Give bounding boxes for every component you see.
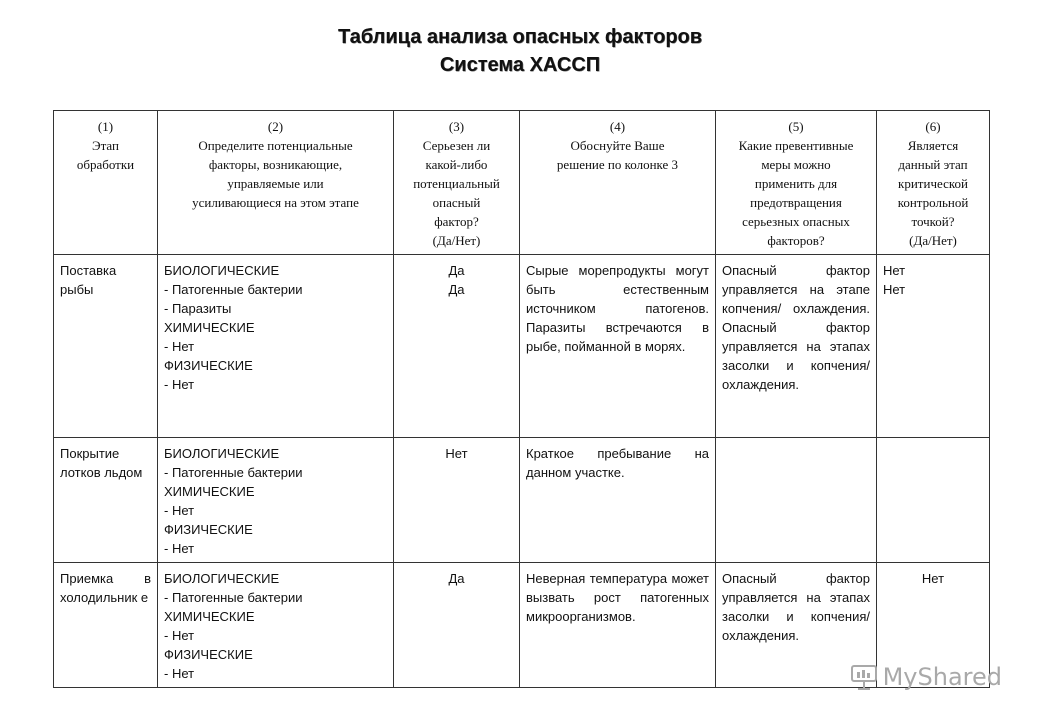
header-text-line: серьезных опасных: [742, 214, 850, 229]
header-text-line: Какие превентивные: [738, 138, 854, 153]
stage-cell: Поставка рыбы: [54, 255, 158, 438]
table-header-row: [54, 111, 990, 255]
header-text-line: Серьезен ли: [422, 138, 491, 153]
serious-value: Да: [448, 282, 465, 297]
header-text-line: критической: [898, 176, 968, 191]
header-text-line: какой-либо: [425, 157, 488, 172]
ccp-value: Нет: [883, 263, 906, 278]
header-number: (2): [267, 119, 284, 134]
header-cell: [158, 111, 394, 255]
factor-line: ХИМИЧЕСКИЕ: [164, 609, 255, 624]
ccp-cell: [877, 255, 990, 438]
header-text-line: факторов?: [767, 233, 825, 248]
justification-cell: Сырые морепродукты могут быть естественным источником патогенов. Паразиты встречаются в рыбе, пойманной в морях.: [520, 255, 716, 438]
stage-cell: Покрытие лотков льдом: [54, 438, 158, 563]
stage-cell: Приемка в холодильник е: [54, 563, 158, 688]
factor-line: - Нет: [164, 666, 195, 681]
header-text-line: (Да/Нет): [432, 233, 481, 248]
hazard-analysis-table: [53, 110, 990, 688]
header-text-line: контрольной: [897, 195, 969, 210]
document-subtitle: Система ХАССП: [439, 54, 601, 76]
factor-line: - Паразиты: [164, 301, 232, 316]
factor-line: ФИЗИЧЕСКИЕ: [164, 522, 253, 537]
serious-value: Нет: [445, 446, 468, 461]
factor-line: - Нет: [164, 628, 195, 643]
measures-cell: Опасный фактор управляется на этапе копчения/ охлаждения. Опасный фактор управляется на этапах засолки и копчения/ охлаждения.: [716, 255, 877, 438]
watermark-text: MyShared: [882, 663, 1002, 691]
header-number: (4): [609, 119, 626, 134]
header-cell: [716, 111, 877, 255]
measures-cell: [716, 438, 877, 563]
header-cell: [54, 111, 158, 255]
factor-line: БИОЛОГИЧЕСКИЕ: [164, 571, 280, 586]
factor-line: БИОЛОГИЧЕСКИЕ: [164, 446, 280, 461]
header-text-line: решение по колонке 3: [556, 157, 679, 172]
serious-cell: [394, 255, 520, 438]
header-text-line: управляемые или: [227, 176, 324, 191]
header-text-line: потенциальный: [413, 176, 500, 191]
factors-cell: [158, 563, 394, 688]
justification-cell: Неверная температура может вызвать рост патогенных микроорганизмов.: [520, 563, 716, 688]
factor-line: - Нет: [164, 377, 195, 392]
ccp-cell: [877, 438, 990, 563]
serious-value: Да: [448, 263, 465, 278]
header-cell: [520, 111, 716, 255]
header-text-line: данный этап: [898, 157, 968, 172]
factor-line: ФИЗИЧЕСКИЕ: [164, 358, 253, 373]
factor-line: БИОЛОГИЧЕСКИЕ: [164, 263, 280, 278]
header-text-line: фактор?: [434, 214, 479, 229]
header-number: (6): [925, 119, 941, 134]
factors-cell: [158, 255, 394, 438]
header-text-line: применить для: [754, 176, 838, 191]
justification-cell: Краткое пребывание на данном участке.: [520, 438, 716, 563]
header-text-line: опасный: [432, 195, 481, 210]
factor-line: - Нет: [164, 503, 195, 518]
header-number: (5): [788, 119, 804, 134]
serious-cell: [394, 438, 520, 563]
factor-line: - Нет: [164, 339, 195, 354]
factor-line: - Патогенные бактерии: [164, 282, 303, 297]
presentation-icon: [849, 662, 879, 692]
watermark: [849, 662, 1002, 692]
factor-line: ХИМИЧЕСКИЕ: [164, 320, 255, 335]
ccp-value: Нет: [883, 282, 906, 297]
header-text-line: обработки: [76, 157, 135, 172]
header-text-line: (Да/Нет): [909, 233, 957, 248]
measures-cell: Опасный фактор управляется на этапах засолки и копчения/ охлаждения.: [716, 563, 877, 688]
header-cell: [394, 111, 520, 255]
factor-line: ФИЗИЧЕСКИЕ: [164, 647, 253, 662]
header-cell: [877, 111, 990, 255]
table-row: [54, 438, 990, 563]
header-text-line: Обоснуйте Ваше: [570, 138, 665, 153]
header-number: (3): [448, 119, 465, 134]
header-text-line: Является: [907, 138, 959, 153]
header-text-line: Этап: [92, 138, 119, 153]
factor-line: ХИМИЧЕСКИЕ: [164, 484, 255, 499]
serious-value: Да: [448, 571, 465, 586]
header-text-line: факторы, возникающие,: [208, 157, 343, 172]
factor-line: - Патогенные бактерии: [164, 465, 303, 480]
table-row: [54, 255, 990, 438]
header-text-line: точкой?: [911, 214, 955, 229]
ccp-value: Нет: [921, 571, 945, 586]
factor-line: - Патогенные бактерии: [164, 590, 303, 605]
header-text-line: предотвращения: [750, 195, 842, 210]
header-number: (1): [97, 119, 114, 134]
document-title: Таблица анализа опасных факторов: [337, 26, 703, 48]
serious-cell: [394, 563, 520, 688]
header-text-line: меры можно: [761, 157, 831, 172]
header-text-line: усиливающиеся на этом этапе: [192, 195, 359, 210]
factor-line: - Нет: [164, 541, 195, 556]
factors-cell: [158, 438, 394, 563]
header-text-line: Определите потенциальные: [198, 138, 353, 153]
